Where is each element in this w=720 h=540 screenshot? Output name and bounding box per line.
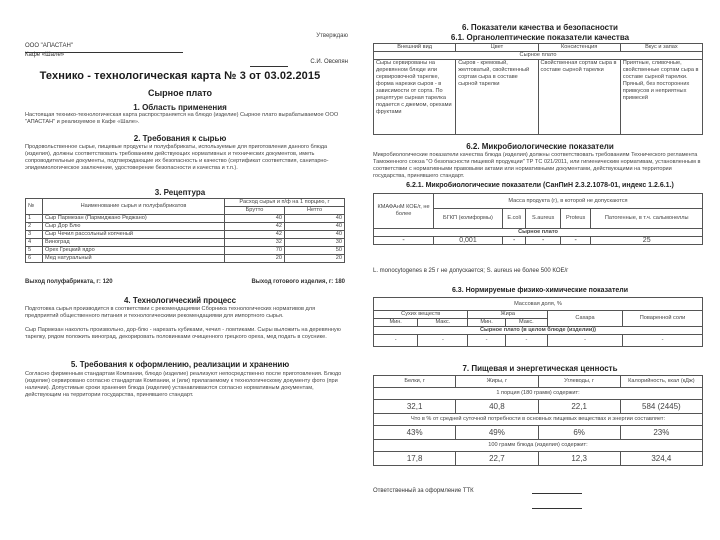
cell-taste: Приятные, сливочные, свойственные сортам сыра в составе сырной тарелки. Пряный, без посторонних привкусов и неприятных примесей <box>620 60 702 135</box>
p100-calories: 324,4 <box>620 452 702 466</box>
section3-title: 3. Рецептура <box>154 188 206 197</box>
col-sugar: Сахара <box>548 311 623 327</box>
table-row <box>26 239 345 247</box>
val: - <box>374 335 418 347</box>
col-ecoli: E.coli <box>502 209 525 229</box>
table-row <box>26 223 345 231</box>
col-appearance: Внешний вид <box>374 44 456 52</box>
row-brutto: 32 <box>225 239 285 247</box>
col-name: Наименование сырья и полуфабрикатов <box>43 199 225 215</box>
p100-carbs: 12,3 <box>538 452 620 466</box>
micro-text: Микробиологические показатели качества блюда (изделия) должны соответствовать требованиям Технического регламента Таможенного союза "О безопасности пищевой продукции" ТР ТС 021/2011, или гигиеническим нормативам, установленным в соответствии с нормативными правовыми актами или нормативными документами, действующими на территории государства, принявшего стандарт. <box>373 152 701 179</box>
yield-semi: Выход полуфабриката, г: 120 <box>25 279 113 285</box>
row-name: Мед натуральный <box>43 255 225 263</box>
col-salt: Поваренной соли <box>623 311 703 327</box>
row-brutto: 40 <box>225 215 285 223</box>
val: - <box>418 335 468 347</box>
page-title: Технико - технологическая карта № 3 от 03.02.2015 <box>39 70 321 82</box>
table-row <box>26 231 345 239</box>
row-netto: 50 <box>285 247 345 255</box>
group-label: Сырное плато <box>374 52 703 60</box>
row-num: 5 <box>26 247 43 255</box>
right-page <box>360 0 720 540</box>
responsible-signature-line <box>532 493 582 494</box>
col-calories: Калорийность, ккал (кДж) <box>620 376 702 388</box>
col-bgkp: БГКП (колиформы) <box>434 209 503 229</box>
col-brutto: Брутто <box>225 207 285 215</box>
pct-protein: 43% <box>374 426 456 440</box>
col-fat-max: Макс. <box>505 319 547 327</box>
val-protein: 32,1 <box>374 400 456 414</box>
nutrition-table <box>373 375 703 466</box>
pct-carbs: 6% <box>538 426 620 440</box>
col-num: № <box>26 199 43 215</box>
val: - <box>548 335 623 347</box>
portion-label: 1 порция (180 грамм) содержит: <box>374 388 703 400</box>
section4-text1: Подготовка сырья производится в соответствии с рекомендациями Сборника технологических нормативов для предприятий общественного питания и технологическими рекомендациями для импортного сырья. <box>25 306 316 319</box>
per100-label: 100 грамм блюда (изделия) содержит: <box>374 440 703 452</box>
table-row <box>26 215 345 223</box>
row-num: 3 <box>26 231 43 239</box>
group-label: Сырное плато (в целом блюде (изделии)) <box>374 327 703 335</box>
pct-calories: 23% <box>620 426 702 440</box>
cafe-name: Кафе «Шале» <box>25 52 65 58</box>
micro-table-title: 6.2.1. Микробиологические показатели (СанПиН 2.3.2.1078-01, индекс 1.2.6.1.) <box>406 182 674 189</box>
val-ecoli: - <box>502 237 525 245</box>
col-fat: Жира <box>468 311 548 319</box>
col-kmafanm: КМАФАнМ КОЕ/г, не более <box>374 194 434 229</box>
row-name: Виноград <box>43 239 225 247</box>
val-pathogenic: 25 <box>591 237 703 245</box>
section5-title: 5. Требования к оформлению, реализации и хранению <box>70 360 290 369</box>
responsible-label: Ответственный за оформление ТТК <box>373 488 474 494</box>
row-name: Сыр Пармезан (Пармиджано Реджано) <box>43 215 225 223</box>
col-carbs: Углеводы, г <box>538 376 620 388</box>
responsible-name-line <box>532 508 582 509</box>
group-label: Сырное плато <box>374 229 703 237</box>
row-num: 2 <box>26 223 43 231</box>
val-proteus: - <box>560 237 591 245</box>
col-pathogenic: Патогенные, в т.ч. сальмонеллы <box>591 209 703 229</box>
col-proteus: Proteus <box>560 209 591 229</box>
recipe-table <box>25 198 345 263</box>
cell-consistency: Свойственная сортам сыра в составе сырной тарелки <box>538 60 620 135</box>
row-num: 4 <box>26 239 43 247</box>
approve-label: Утверждаю <box>316 33 348 39</box>
section5-text: Согласно фирменным стандартам Компании, блюдо (изделие) реализуют непосредственно после приготовления. Блюдо (изделие) сервировано согласно стандартам Компании, и (или) прилагаемому к технологическому документу фото (при наличии). Допустимые сроки хранения блюда (изделия) устанавливаются согласно нормативным документам, действующим на территории государства, принявшего стандарт. <box>25 371 342 398</box>
col-mass-header: Масса продукта (г), в которой не допускаются <box>434 194 703 209</box>
section1-title: 1. Область применения <box>133 103 227 112</box>
org-name: ООО "АПАСТАН" <box>25 43 183 53</box>
percent-label: Что в % от средней суточной потребности в основных пищевых веществах и энергии составляет: <box>374 414 703 426</box>
row-netto: 40 <box>285 231 345 239</box>
col-protein: Белки, г <box>374 376 456 388</box>
micro-table <box>373 193 703 245</box>
section6-title: 6. Показатели качества и безопасности <box>462 23 618 32</box>
col-netto: Нетто <box>285 207 345 215</box>
physchem-title: 6.3. Нормируемые физико-химические показатели <box>451 287 629 294</box>
row-netto: 30 <box>285 239 345 247</box>
col-color: Цвет <box>456 44 538 52</box>
col-saureus: S.aureus <box>526 209 560 229</box>
signature-line <box>250 66 288 67</box>
col-usage: Расход сырья и п/ф на 1 порцию, г <box>225 199 345 207</box>
cell-appearance: Сыры сервированы на деревянном блюде или сервировочной тарелке, форма нарезки сыров - в зависимости от сорта. По рецептуре сырная тарелка подается с джемом, орехами фруктами <box>374 60 456 135</box>
table-row <box>26 255 345 263</box>
row-netto: 40 <box>285 223 345 231</box>
val-calories: 584 (2445) <box>620 400 702 414</box>
p100-protein: 17,8 <box>374 452 456 466</box>
val-kmafanm: - <box>374 237 434 245</box>
row-netto: 40 <box>285 215 345 223</box>
row-name: Сыр Чечил рассольный копченый <box>43 231 225 239</box>
p100-fat: 22,7 <box>456 452 538 466</box>
row-num: 6 <box>26 255 43 263</box>
row-netto: 20 <box>285 255 345 263</box>
val-saureus: - <box>526 237 560 245</box>
val: - <box>468 335 505 347</box>
row-num: 1 <box>26 215 43 223</box>
section7-title: 7. Пищевая и энергетическая ценность <box>462 364 618 373</box>
pct-fat: 49% <box>456 426 538 440</box>
section2-title: 2. Требования к сырью <box>133 134 227 143</box>
val-fat: 40,8 <box>456 400 538 414</box>
signer-name: С.И. Овсепян <box>310 59 348 65</box>
row-name: Сыр Дор Блю <box>43 223 225 231</box>
section1-text: Настоящая технико-технологическая карта распространяется на блюдо (изделие) Сырное плато вырабатываемое ООО "АПАСТАН" и реализуемое в Кафе «Шале». <box>25 112 339 125</box>
col-taste: Вкус и запах <box>620 44 702 52</box>
col-fat: Жиры, г <box>456 376 538 388</box>
val: - <box>505 335 547 347</box>
physchem-table <box>373 297 703 347</box>
val-carbs: 22,1 <box>538 400 620 414</box>
row-brutto: 70 <box>225 247 285 255</box>
mass-share-header: Массовая доля, % <box>374 298 703 311</box>
section2-text: Продовольственное сырье, пищевые продукты и полуфабрикаты, используемые для приготовления данного блюда (изделия), должны соответствовать требованиям действующих нормативных и технических документов, иметь сопроводительные документы, подтверждающие их безопасность и качество (сертификат соответствия, санитарно-эпидемиологическое заключение, удостоверение безопасности и качества и т.п.). <box>25 144 329 171</box>
micro-note: L. monocytogenes в 25 г не допускается; S. aureus не более 500 КОЕ/г <box>373 268 569 274</box>
yield-final: Выход готового изделия, г: 180 <box>251 279 345 285</box>
col-consistency: Консистенция <box>538 44 620 52</box>
col-dry: Сухих веществ <box>374 311 468 319</box>
organoleptic-title: 6.1. Органолептические показатели качества <box>450 33 630 42</box>
row-brutto: 42 <box>225 231 285 239</box>
dish-title: Сырное плато <box>147 88 213 98</box>
row-brutto: 20 <box>225 255 285 263</box>
col-fat-min: Мин. <box>468 319 505 327</box>
val-bgkp: 0,001 <box>434 237 503 245</box>
table-row <box>26 247 345 255</box>
row-brutto: 42 <box>225 223 285 231</box>
row-name: Орех Грецкий ядро <box>43 247 225 255</box>
col-dry-max: Макс. <box>418 319 468 327</box>
val: - <box>623 335 703 347</box>
cell-color: Сыров - кремовый, желтоватый, свойственный сортам сыра в составе сырной тарелки <box>456 60 538 135</box>
organoleptic-table <box>373 43 703 135</box>
micro-title: 6.2. Микробиологические показатели <box>466 142 614 151</box>
section4-text2: Сыр Пармезан наколоть произвольно, дор-блю - нарезать кубиками, чечил - ломтиками. Сыры выложить на деревянную тарелку, рядом положить виноград, декорировать половинками очищенного грецкого ореха, мед подать в соуснике. <box>25 327 341 340</box>
col-dry-min: Мин. <box>374 319 418 327</box>
section4-title: 4. Технологический процесс <box>123 296 237 305</box>
